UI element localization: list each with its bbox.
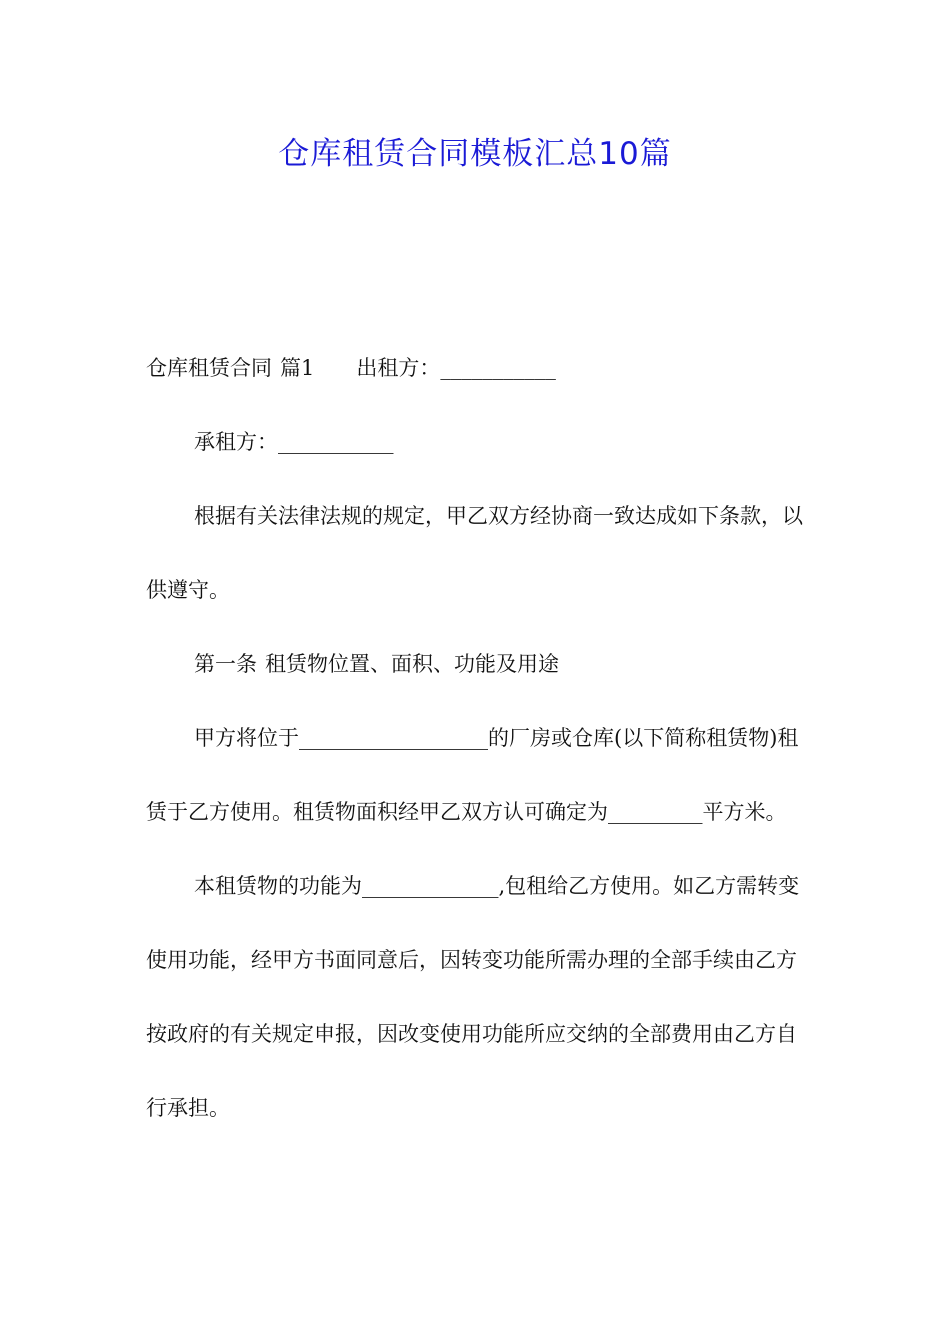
location-text-c: 平方米。	[702, 800, 787, 824]
location-blank: __________________	[299, 726, 488, 750]
basis-paragraph: 根据有关法律法规的规定，甲乙双方经协商一致达成如下条款，以供遵守。	[146, 504, 803, 602]
function-blank: _____________	[362, 874, 499, 898]
lessor-label: 出租方：	[356, 356, 441, 380]
article-1-heading	[146, 627, 808, 701]
section-number: 篇1	[280, 356, 315, 380]
section-heading: 仓库租赁合同	[146, 356, 272, 380]
location-text-b: 的厂房或仓库(以下简称租赁物)租赁于乙方使用。租赁物面积经甲乙双方认可确定为	[146, 726, 799, 824]
section-heading-line	[146, 331, 808, 405]
lessor-blank: ___________	[440, 356, 556, 380]
document-title: 仓库租赁合同模板汇总10篇	[278, 136, 672, 172]
location-paragraph	[146, 701, 808, 849]
document-body	[146, 331, 808, 1145]
location-text-a: 甲方将位于	[194, 726, 299, 750]
function-text-b: ,包租给乙方使用。如乙方需转变使用功能，经甲方书面同意后，因转变功能所需办理的全部手续由乙方按政府的有关规定申报，因改变使用功能所应交纳的全部费用由乙方自行承担。	[146, 874, 800, 1120]
area-blank: _________	[608, 800, 703, 824]
function-text-a: 本租赁物的功能为	[194, 874, 362, 898]
article-1-label: 第一条	[194, 652, 257, 676]
article-1-title: 租赁物位置、面积、功能及用途	[265, 652, 559, 676]
function-paragraph	[146, 849, 808, 1145]
lessee-label: 承租方：	[194, 430, 278, 454]
lessee-blank: ___________	[278, 430, 394, 454]
lessee-line	[146, 405, 808, 479]
